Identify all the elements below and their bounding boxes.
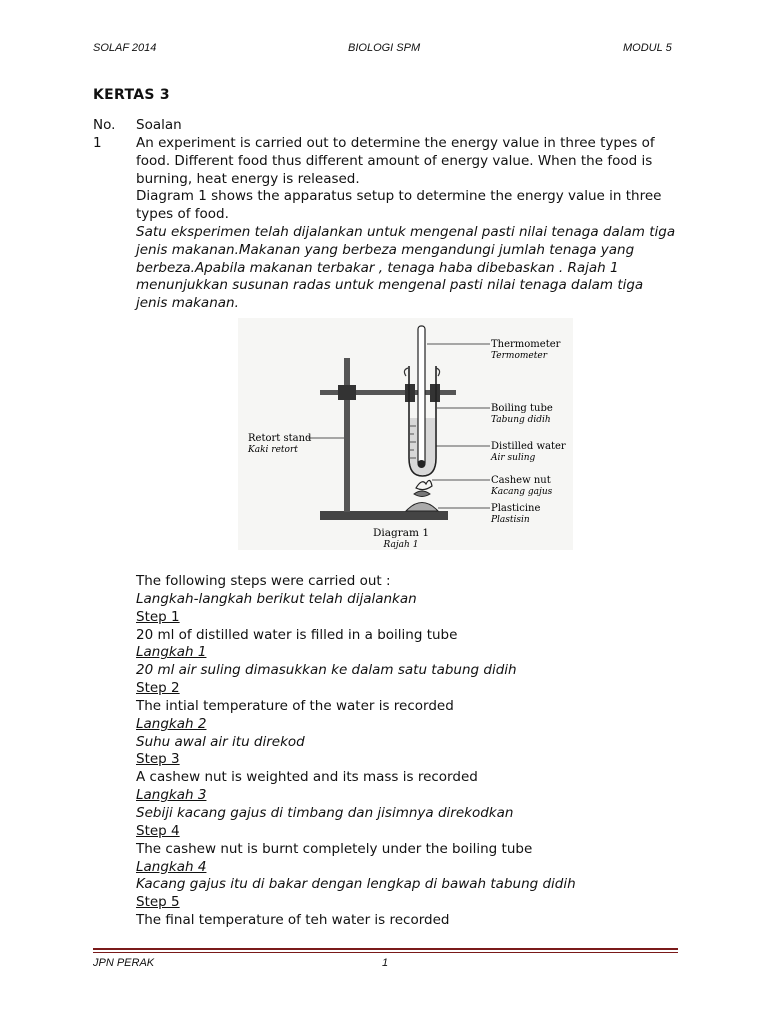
step-1-label: Step 1 xyxy=(136,608,180,625)
label-boiling-tube: Boiling tube xyxy=(491,403,553,414)
step-2-text: The intial temperature of the water is recorded xyxy=(136,697,454,714)
page-number: 1 xyxy=(382,957,389,969)
langkah-3-text: Sebiji kacang gajus di timbang dan jisimnya direkodkan xyxy=(136,804,514,821)
label-thermometer: Thermometer xyxy=(491,339,561,350)
plasticine xyxy=(406,503,438,512)
langkah-4-text: Kacang gajus itu di bakar dengan lengkap di bawah tabung didih xyxy=(136,876,576,893)
label-distilled-water: Distilled water xyxy=(491,441,566,452)
step-3-text: A cashew nut is weighted and its mass is recorded xyxy=(136,769,478,786)
footer-left: JPN PERAK xyxy=(93,957,155,969)
thermometer xyxy=(418,326,425,466)
step-5-text: The final temperature of teh water is recorded xyxy=(136,912,450,929)
thermometer-bulb xyxy=(418,460,426,468)
steps-intro-ms: Langkah-langkah berikut telah dijalankan xyxy=(136,590,417,607)
column-no-header: No. xyxy=(93,117,116,133)
label-plasticine: Plasticine xyxy=(491,503,541,514)
step-3-label: Step 3 xyxy=(136,751,180,768)
steps-intro-en: The following steps were carried out : xyxy=(136,573,391,589)
langkah-2-text: Suhu awal air itu direkod xyxy=(136,733,305,750)
tube-clamp-left xyxy=(405,384,415,402)
footer-rule-thin xyxy=(93,952,678,953)
retort-stand-rod xyxy=(344,358,350,512)
langkah-1-label: Langkah 1 xyxy=(136,644,207,661)
flame xyxy=(416,480,432,489)
diagram-caption: Diagram 1 xyxy=(372,527,430,539)
label-cashew-nut: Cashew nut xyxy=(491,475,551,486)
header-right: MODUL 5 xyxy=(623,42,672,54)
step-5-label: Step 5 xyxy=(136,894,180,911)
page-title: KERTAS 3 xyxy=(93,87,170,103)
steps-section xyxy=(136,573,696,930)
langkah-3-label: Langkah 3 xyxy=(136,787,207,804)
step-2-label: Step 2 xyxy=(136,680,180,697)
question-number: 1 xyxy=(93,135,102,151)
header-left: SOLAF 2014 xyxy=(93,42,157,54)
label-retort-stand: Retort stand xyxy=(248,433,312,444)
label-cashew-nut-ms: Kacang gajus xyxy=(491,487,553,497)
step-4-text: The cashew nut is burnt completely under the boiling tube xyxy=(136,840,533,857)
label-boiling-tube-ms: Tabung didih xyxy=(491,415,551,425)
langkah-4-label: Langkah 4 xyxy=(136,858,207,875)
apparatus-svg xyxy=(238,318,573,550)
label-distilled-water-ms: Air suling xyxy=(491,453,536,463)
cashew-nut xyxy=(414,491,430,497)
diagram-caption-ms: Rajah 1 xyxy=(383,540,419,550)
retort-stand-base xyxy=(320,511,448,520)
column-question-header: Soalan xyxy=(136,117,182,133)
apparatus-diagram xyxy=(238,318,573,550)
footer-rule xyxy=(93,948,678,950)
step-1-text: 20 ml of distilled water is filled in a boiling tube xyxy=(136,626,458,643)
tube-clamp-right xyxy=(430,384,440,402)
question-diagram-ref-en: Diagram 1 shows the apparatus setup to determine the energy value in three types of food. xyxy=(136,188,662,223)
header-center: BIOLOGI SPM xyxy=(348,42,421,54)
question-intro-en: An experiment is carried out to determine the energy value in three types of food. Different food thus different amount of energy value. When the food is burning, heat energy is released. xyxy=(136,135,655,187)
question-intro-ms: Satu eksperimen telah dijalankan untuk mengenal pasti nilai tenaga dalam tiga jenis makanan.Makanan yang berbeza mengandungi jumlah tenaga yang berbeza.Apabila makanan terbakar , tenaga haba dibebaskan . Rajah 1 menunjukkan susunan radas untuk mengenal pasti nilai tenaga dalam tiga jenis makanan. xyxy=(136,223,676,312)
clamp-boss xyxy=(338,385,356,400)
label-thermometer-ms: Termometer xyxy=(491,351,547,361)
langkah-1-text: 20 ml air suling dimasukkan ke dalam satu tabung didih xyxy=(136,662,517,679)
question-body xyxy=(136,135,676,313)
label-retort-stand-ms: Kaki retort xyxy=(248,445,298,455)
label-plasticine-ms: Plastisin xyxy=(491,515,530,525)
step-4-label: Step 4 xyxy=(136,822,180,839)
langkah-2-label: Langkah 2 xyxy=(136,715,207,732)
